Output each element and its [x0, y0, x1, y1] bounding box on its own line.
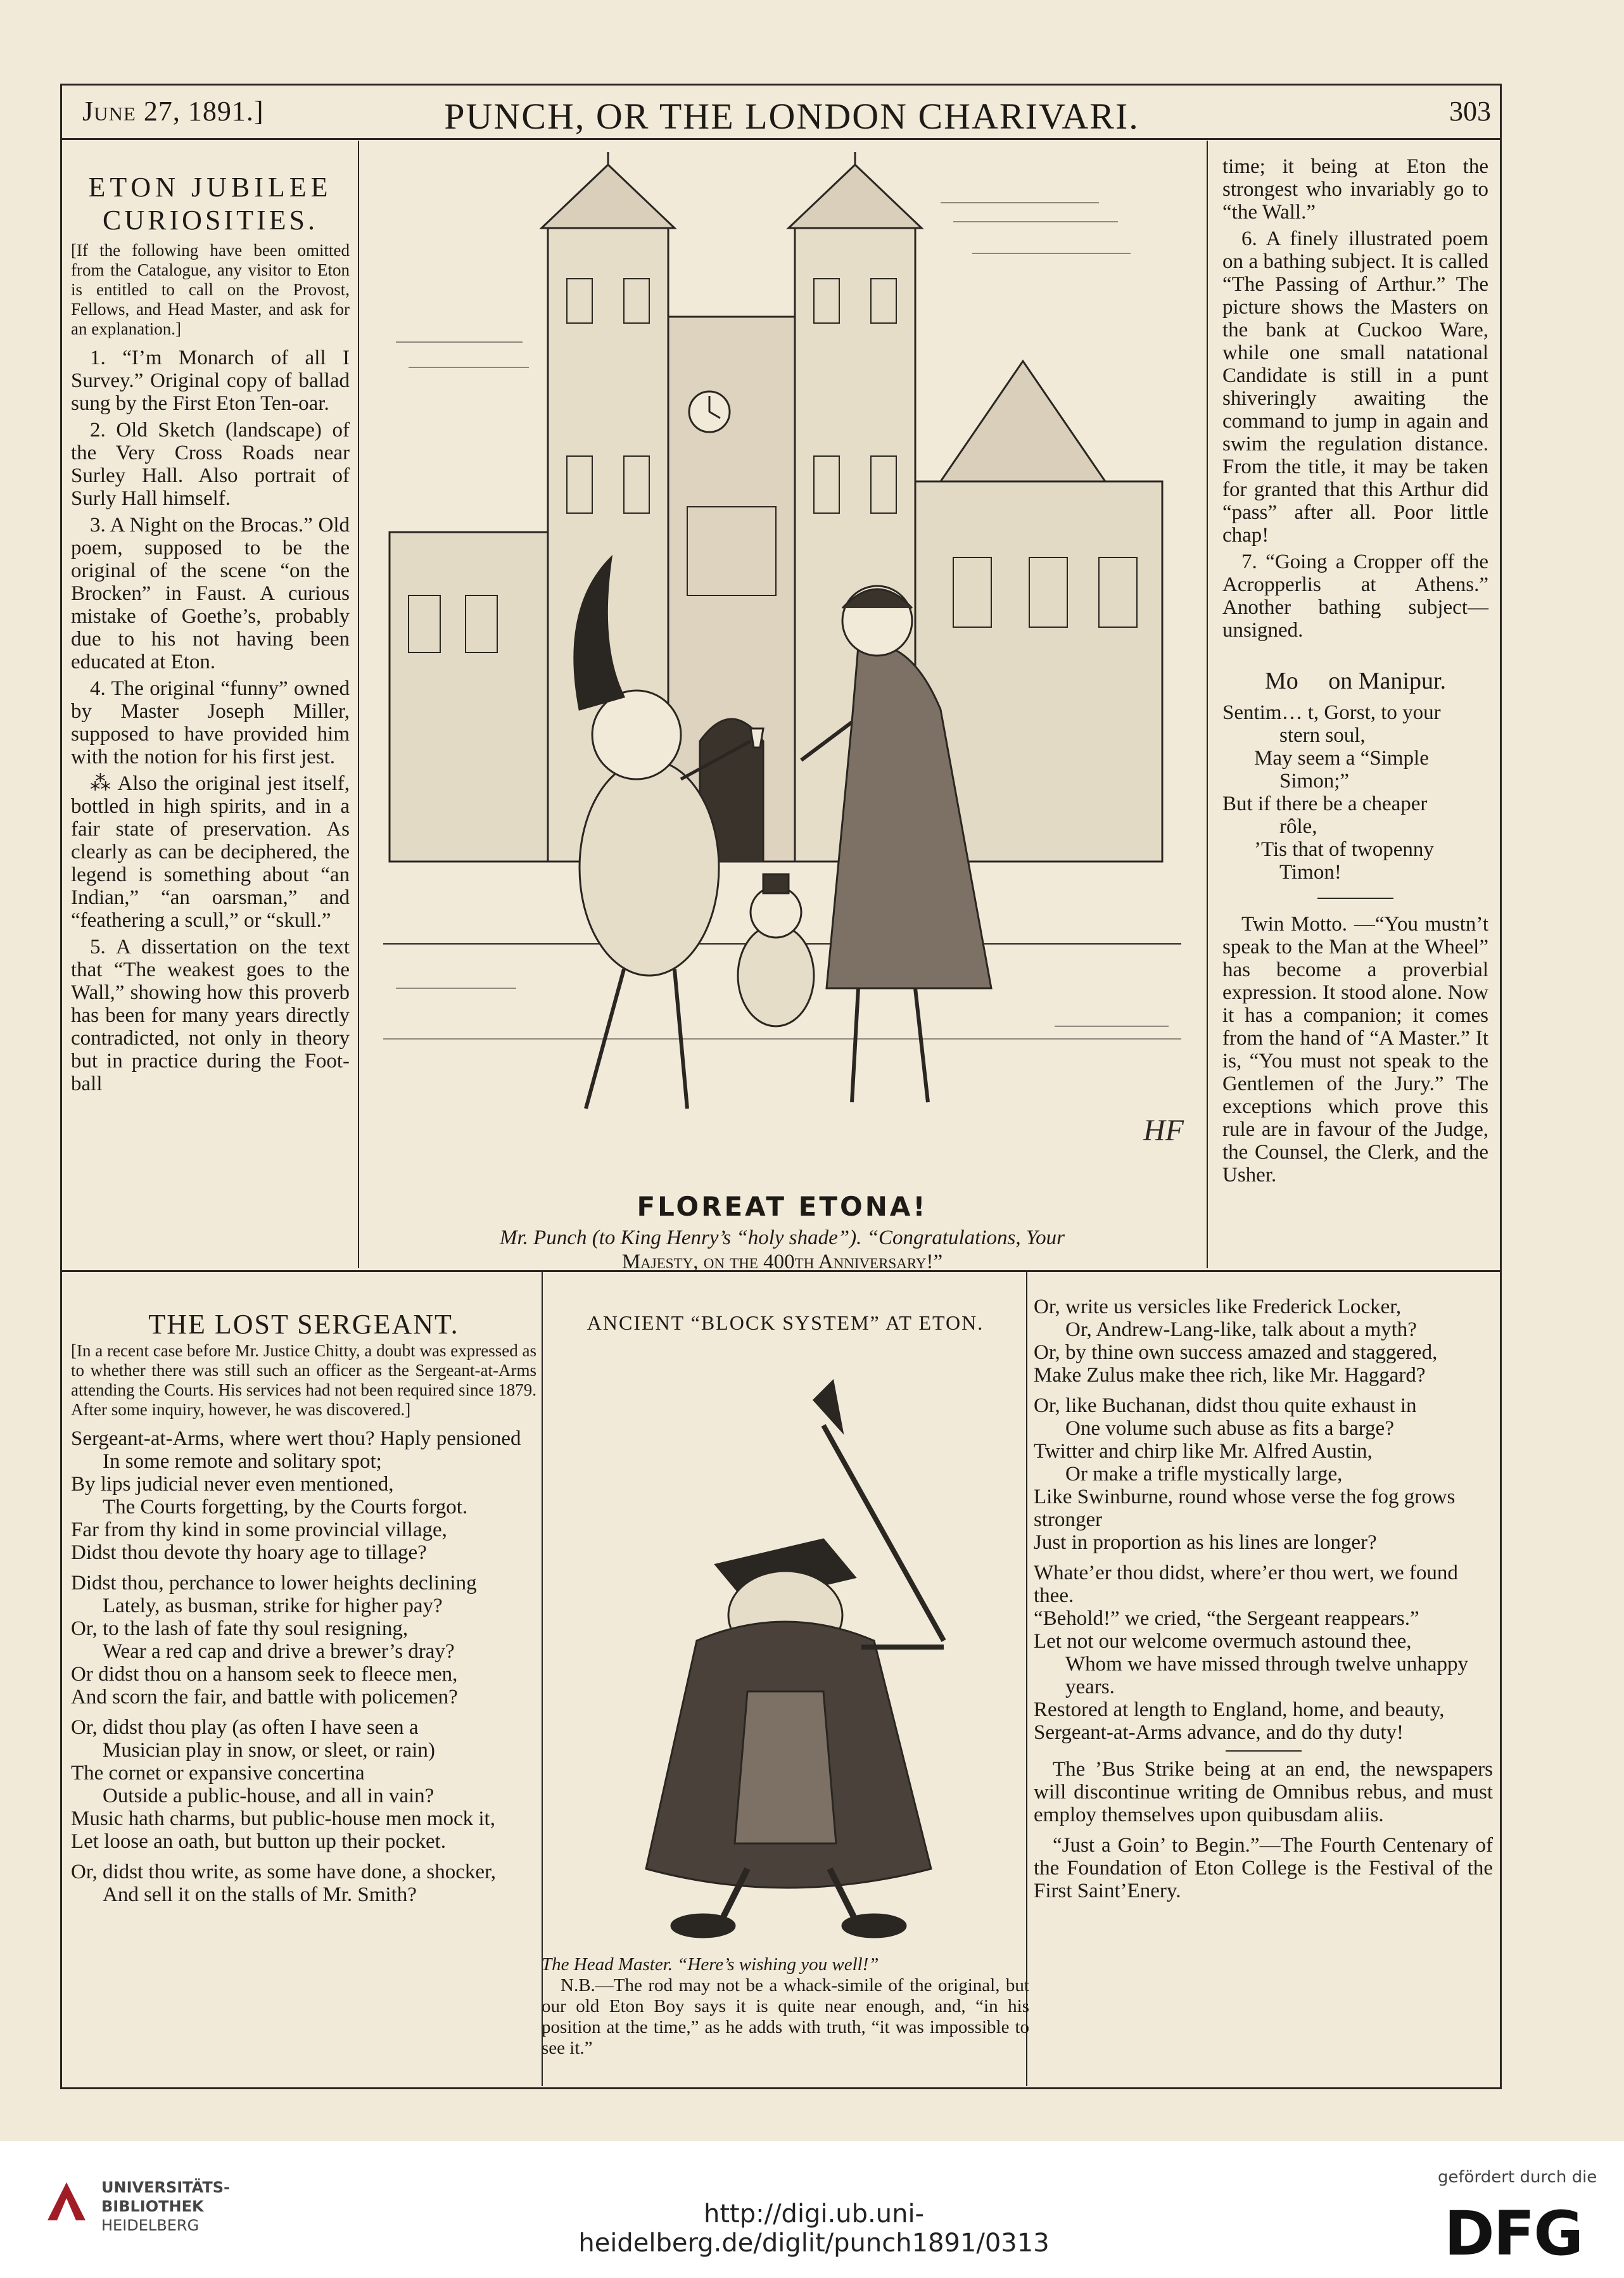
cartoon-signature: HF [1143, 1114, 1184, 1147]
poem-line: Whom we have missed through twelve unhappy years. [1065, 1653, 1469, 1698]
list-item: 3. A Night on the Brocas.” Old poem, supposed to be the original of the scene “on the Brocken” in Faust. A curious mistake of Goethe’s, probably due to his not having been educated at Eton. [71, 514, 350, 673]
poem-line: Or, Andrew-Lang-like, talk about a myth? [1065, 1318, 1417, 1341]
head-master-cartoon [557, 1349, 1013, 1951]
column-rule-right-top [1207, 141, 1208, 1268]
list-item: 6. A finely illustrated poem on a bathing subject. It is called “The Passing of Arthur.” The picture shows the Masters on the bank at Cuckoo Ware, while one small natational Candidate is still in a punt shiveringly awaiting the command to jump in again and swim the regulation distance. From the title, it may be taken for granted that this Arthur did “pass” after all. Poor little chap! [1222, 227, 1488, 547]
poem-line: Far from thy kind in some provincial village, [71, 1518, 447, 1541]
poem-line: Sergeant-at-Arms advance, and do thy duty! [1034, 1721, 1404, 1744]
poem-line: Didst thou devote thy hoary age to tillage? [71, 1541, 427, 1564]
poem-line: “Behold!” we cried, “the Sergeant reappears.” [1034, 1607, 1419, 1630]
block-system-title: ANCIENT “BLOCK SYSTEM” AT ETON. [587, 1311, 984, 1334]
poem-line: ’Tis that of twopenny [1254, 838, 1434, 861]
list-item: 2. Old Sketch (landscape) of the Very Cross Roads near Surley Hall. Also portrait of Surly Hall himself. [71, 419, 350, 510]
header-title: PUNCH, OR THE LONDON CHARIVARI. [444, 96, 1139, 137]
poem-line: The Courts forgetting, by the Courts forgot. [103, 1496, 468, 1518]
poem-line: Simon;” [1279, 770, 1350, 792]
university-library-name: UNIVERSITÄTS- BIBLIOTHEK HEIDELBERG [101, 2179, 231, 2234]
poem-line: Wear a red cap and drive a brewer’s dray? [103, 1640, 455, 1663]
article-intro: [If the following have been omitted from the Catalogue, any visitor to Eton is entitled to call on the Provost, Fellows, and Head Master, and ask for an explanation.] [71, 241, 350, 338]
poem-line: Or, didst thou write, as some have done, a shocker, [71, 1861, 496, 1883]
article-title: ETON JUBILEE [88, 172, 333, 203]
list-item: 4. The original “funny” owned by Master Joseph Miller, supposed to have provided him with the notion for his first jest. [71, 677, 350, 768]
poem-line: Timon! [1279, 861, 1342, 884]
header-rule [60, 138, 1502, 140]
poem-line: Musician play in snow, or sleet, or rain) [103, 1739, 435, 1762]
poem-line: Or make a trifle mystically large, [1065, 1463, 1343, 1486]
poem-line: Or, like Buchanan, didst thou quite exhaust in [1034, 1394, 1417, 1417]
poem-title: THE LOST SERGEANT. [148, 1309, 459, 1340]
poem-line: One volume such abuse as fits a barge? [1065, 1417, 1394, 1440]
poem-line: Make Zulus make thee rich, like Mr. Haggard? [1034, 1364, 1426, 1387]
floreat-etona-cartoon [371, 152, 1194, 1166]
university-library-logo-icon [44, 2179, 89, 2224]
list-item: 1. “I’m Monarch of all I Survey.” Original copy of ballad sung by the First Eton Ten-oar. [71, 347, 350, 415]
block-system-caption [542, 1954, 1029, 2059]
cartoon-caption [380, 1226, 1184, 1274]
funded-by-label: gefördert durch die [1438, 2168, 1597, 2187]
column-rule-left-top [358, 141, 359, 1268]
poem-line: And scorn the fair, and battle with policemen? [71, 1686, 458, 1708]
digitization-footer [0, 2141, 1624, 2278]
dfg-logo: DFG [1444, 2198, 1583, 2269]
poem-line: Or, to the lash of fate thy soul resigning, [71, 1617, 409, 1640]
divider [1317, 898, 1393, 899]
poem-line: Or, write us versicles like Frederick Locker, [1034, 1295, 1402, 1318]
poem-line: Let loose an oath, but button up their pocket. [71, 1830, 447, 1853]
header-date: June 27, 1891.] [82, 96, 264, 127]
caption-line: The Head Master. “Here’s wishing you well!” [542, 1954, 879, 1975]
twin-motto: Twin Motto. —“You mustn’t speak to the Man at the Wheel” has become a proverbial expression. It stood alone. Now it has a companion; it comes from the hand of “A Master.” It is, “You must not speak to the Gentlemen of the Jury.” The exceptions which prove this rule are in favour of the Judge, the Counsel, the Clerk, and the Usher. [1222, 913, 1488, 1187]
divider [1226, 1750, 1302, 1752]
poem-line: By lips judicial never even mentioned, [71, 1473, 394, 1496]
cartoon-title: FLOREAT ETONA! [637, 1191, 928, 1222]
poem-line: Or, by thine own success amazed and staggered, [1034, 1341, 1438, 1364]
continuation-text: time; it being at Eton the strongest who invariably go to “the Wall.” [1222, 155, 1488, 224]
poem-line: Let not our welcome overmuch astound thee, [1034, 1630, 1412, 1653]
right-top-column [1222, 155, 1488, 1190]
poem-line: In some remote and solitary spot; [103, 1450, 382, 1473]
cartoon-caption-line: Mr. Punch (to King Henry’s “holy shade”). “Congratulations, Your [500, 1226, 1065, 1249]
list-item: 5. A dissertation on the text that “The weakest goes to the Wall,” showing how this proverb has been for many years directly contradicted, not only in theory but in practice during the Foot-ball [71, 936, 350, 1095]
just-a-goin-note: “Just a Goin’ to Begin.”—The Fourth Centenary of the Foundation of Eton College is the Festival of the First Saint’Enery. [1034, 1834, 1493, 1902]
poem-line: Restored at length to England, home, and beauty, [1034, 1698, 1445, 1721]
poem-line: Music hath charms, but public-house men mock it, [71, 1807, 495, 1830]
poem-line: And sell it on the stalls of Mr. Smith? [103, 1883, 417, 1906]
poem-line: rôle, [1279, 815, 1317, 838]
poem-line: Or, didst thou play (as often I have seen a [71, 1716, 419, 1739]
manipur-poem [1222, 701, 1488, 884]
poem-line: Or didst thou on a hansom seek to fleece men, [71, 1663, 458, 1686]
poem-line: Just in proportion as his lines are longer? [1034, 1531, 1377, 1554]
poem-intro: [In a recent case before Mr. Justice Chitty, a doubt was expressed as to whether there was still such an officer as the Sergeant-at-Arms attending the Courts. His services had not been required since 1879. After some inquiry, however, he was discovered.] [71, 1341, 536, 1419]
poem-line: Whate’er thou didst, where’er thou wert, we found thee. [1034, 1562, 1458, 1607]
page-number: 303 [1449, 96, 1491, 127]
manipur-title: Mo on Manipur. [1264, 668, 1447, 694]
poem-line: But if there be a cheaper [1222, 792, 1428, 815]
caption-note: N.B.—The rod may not be a whack-simile of the original, but our old Eton Boy says it is quite near enough, and, “in his position at the time,” as he adds with truth, “it was impossible to see it.” [542, 1975, 1029, 2058]
right-bottom-column [1034, 1295, 1493, 1902]
poem-line: Sergeant-at-Arms, where wert thou? Haply pensioned [71, 1427, 521, 1450]
cartoon-caption-line: Majesty, on the 400th Anniversary!” [621, 1250, 943, 1273]
poem-line: Lately, as busman, strike for higher pay? [103, 1594, 443, 1617]
bus-strike-note: The ’Bus Strike being at an end, the newspapers will discontinue writing de Omnibus rebus, and must employ themselves upon quibusdam aliis. [1034, 1758, 1493, 1826]
list-item: 7. “Going a Cropper off the Acropperlis at Athens.” Another bathing subject—unsigned. [1222, 550, 1488, 642]
poem-line: May seem a “Simple [1254, 747, 1429, 770]
lost-sergeant-column [71, 1308, 536, 1906]
article-title: CURIOSITIES. [103, 205, 318, 236]
source-url-link[interactable]: http://digi.ub.uni-heidelberg.de/diglit/punch1891/0313 [578, 2199, 1050, 2258]
poem-line: stern soul, [1279, 724, 1366, 747]
poem-line: Twitter and chirp like Mr. Alfred Austin, [1034, 1440, 1373, 1463]
poem-line: Didst thou, perchance to lower heights declining [71, 1572, 477, 1594]
poem-line: Sentim… t, Gorst, to your [1222, 701, 1441, 724]
list-item: ⁂ Also the original jest itself, bottled in high spirits, and in a fair state of preservation. As clearly as can be deciphered, the legend is something about “an Indian,” “an oarsman,” and “feathering a scull,” or “skull.” [71, 772, 350, 932]
poem-line: Like Swinburne, round whose verse the fog grows stronger [1034, 1486, 1456, 1531]
poem-line: Outside a public-house, and all in vain? [103, 1785, 435, 1807]
eton-jubilee-column [71, 171, 350, 1099]
poem-line: The cornet or expansive concertina [71, 1762, 365, 1785]
